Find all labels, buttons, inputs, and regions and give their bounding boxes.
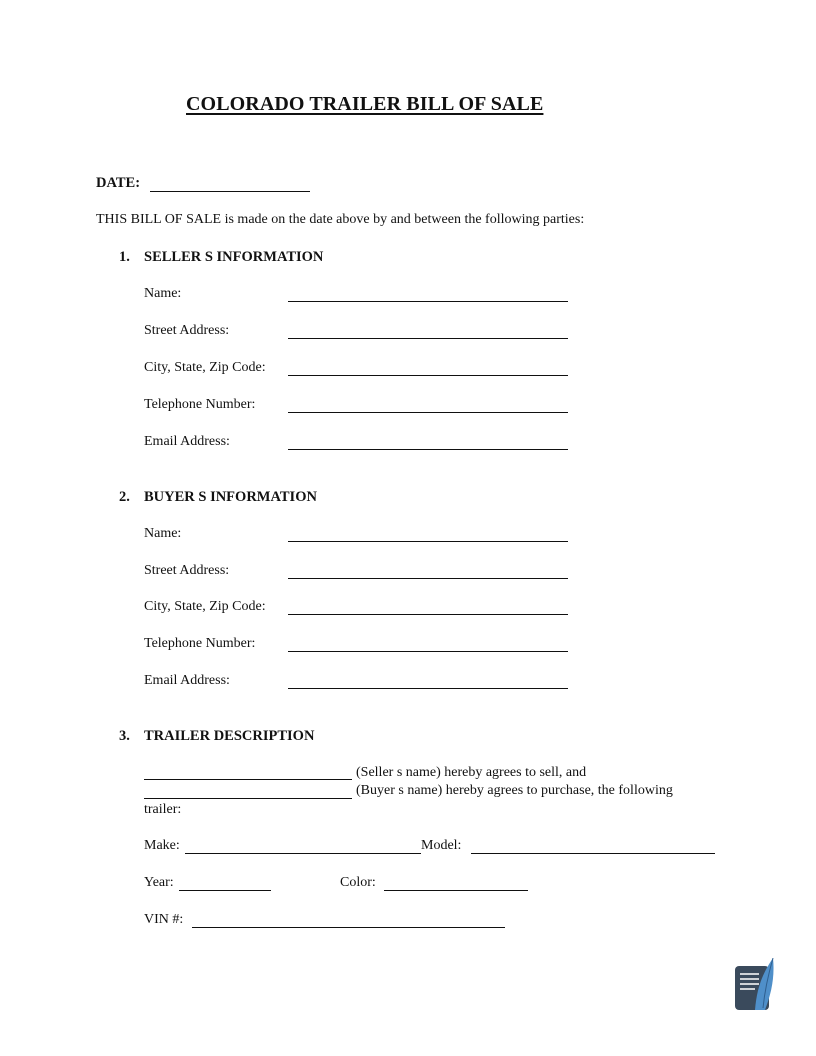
- vin-field[interactable]: [192, 927, 505, 928]
- buyer-city-label: City, State, Zip Code:: [144, 599, 266, 614]
- date-field[interactable]: [150, 191, 310, 192]
- seller-agreement-text: (Seller s name) hereby agrees to sell, and: [356, 765, 587, 780]
- make-label: Make:: [144, 838, 180, 853]
- section-number-buyer: 2.: [119, 489, 130, 505]
- seller-phone-field[interactable]: [288, 412, 568, 413]
- document-title: COLORADO TRAILER BILL OF SALE: [186, 93, 544, 115]
- buyer-street-label: Street Address:: [144, 563, 230, 578]
- seller-email-field[interactable]: [288, 449, 568, 450]
- buyer-street-field[interactable]: [288, 578, 568, 579]
- document-quill-logo-icon: [735, 958, 775, 1012]
- trailer-word: trailer:: [144, 802, 182, 817]
- vin-label: VIN #:: [144, 912, 184, 927]
- buyer-email-field[interactable]: [288, 688, 568, 689]
- seller-name-field[interactable]: [288, 301, 568, 302]
- year-field[interactable]: [179, 890, 271, 891]
- section-title-trailer: TRAILER DESCRIPTION: [144, 728, 315, 744]
- color-label: Color:: [340, 875, 376, 890]
- date-label: DATE:: [96, 175, 141, 191]
- buyer-agreement-text: (Buyer s name) hereby agrees to purchase, the following: [356, 783, 673, 798]
- section-number-seller: 1.: [119, 249, 130, 265]
- buyer-name-blank[interactable]: [144, 798, 352, 799]
- seller-street-label: Street Address:: [144, 323, 230, 338]
- buyer-city-field[interactable]: [288, 614, 568, 615]
- seller-street-field[interactable]: [288, 338, 568, 339]
- model-label: Model:: [421, 838, 462, 853]
- seller-email-label: Email Address:: [144, 434, 230, 449]
- seller-name-label: Name:: [144, 286, 182, 301]
- seller-city-field[interactable]: [288, 375, 568, 376]
- buyer-name-label: Name:: [144, 526, 182, 541]
- intro-text: THIS BILL OF SALE is made on the date above by and between the following parties:: [96, 212, 585, 227]
- make-field[interactable]: [185, 853, 421, 854]
- model-field[interactable]: [471, 853, 715, 854]
- section-number-trailer: 3.: [119, 728, 130, 744]
- color-field[interactable]: [384, 890, 528, 891]
- year-label: Year:: [144, 875, 174, 890]
- seller-name-blank[interactable]: [144, 779, 352, 780]
- buyer-phone-label: Telephone Number:: [144, 636, 256, 651]
- buyer-email-label: Email Address:: [144, 673, 230, 688]
- seller-city-label: City, State, Zip Code:: [144, 360, 266, 375]
- buyer-name-field[interactable]: [288, 541, 568, 542]
- section-title-seller: SELLER S INFORMATION: [144, 249, 324, 265]
- seller-phone-label: Telephone Number:: [144, 397, 256, 412]
- buyer-phone-field[interactable]: [288, 651, 568, 652]
- section-title-buyer: BUYER S INFORMATION: [144, 489, 317, 505]
